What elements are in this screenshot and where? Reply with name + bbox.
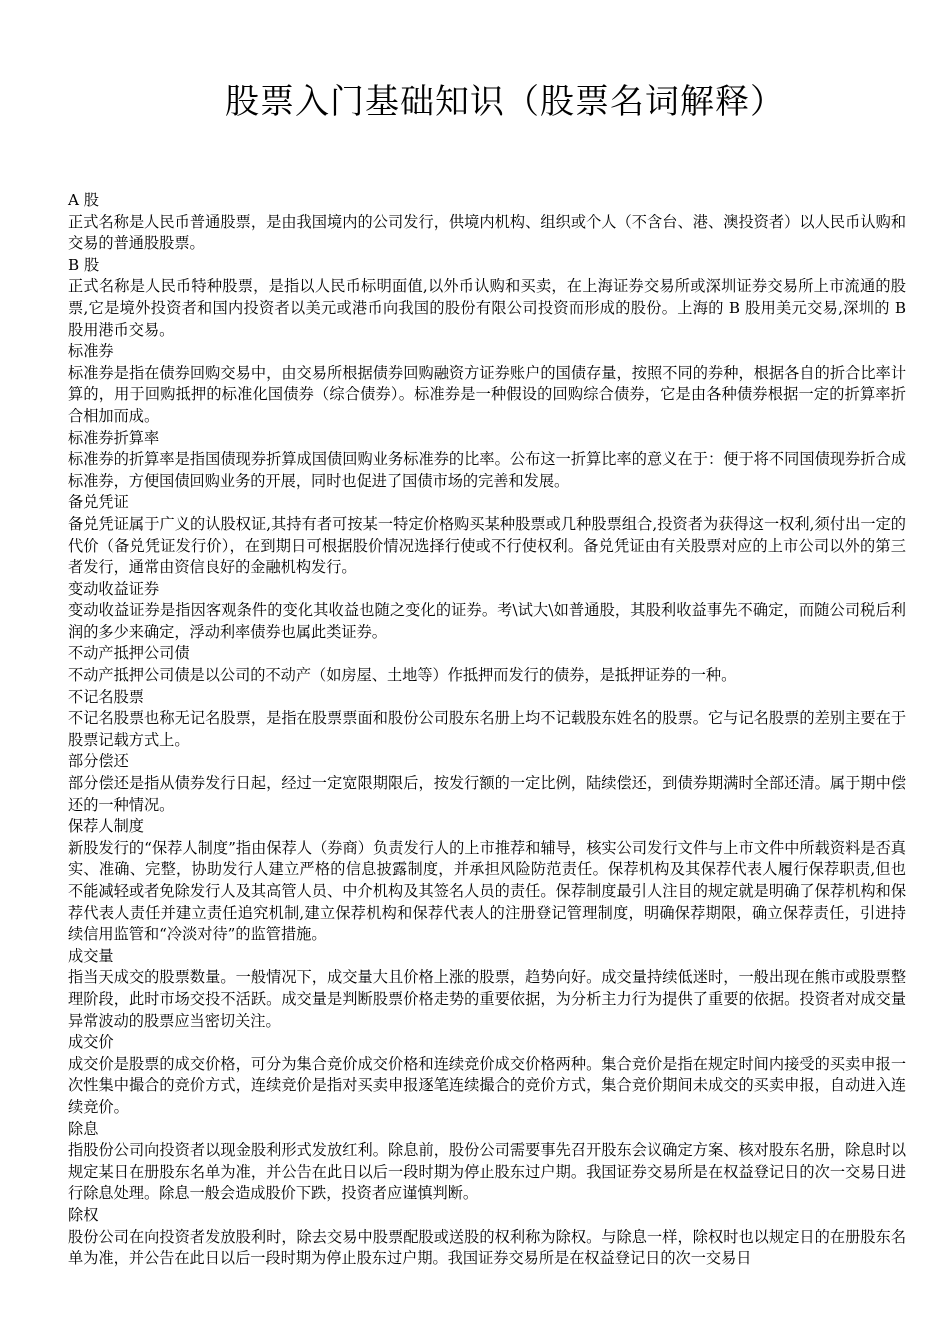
entry-definition: 标准券是指在债券回购交易中，由交易所根据债券回购融资方证券账户的国债存量，按照不同的券种，根据各自的折合比率计算的，用于回购抵押的标准化国债券（综合债券）。标准券是一种假设的回购综合债券，它是由各种债券根据一定的折算率折合相加而成。 xyxy=(68,363,906,425)
entry-definition: 标准券的折算率是指国债现券折算成国债回购业务标准券的比率。公布这一折算比率的意义在于：便于将不同国债现券折合成标准券，方便国债回购业务的开展，同时也促进了国债市场的完善和发展。 xyxy=(68,450,906,490)
entry-definition: 股份公司在向投资者发放股利时，除去交易中股票配股或送股的权利称为除权。与除息一样，除权时也以规定日的在册股东名单为准，并公告在此日以后一段时期为停止股东过户期。我国证券交易所是在权益登记日的次一交易日 xyxy=(68,1227,906,1268)
entry-definition: 不记名股票也称无记名股票，是指在股票票面和股份公司股东名册上均不记载股东姓名的股票。它与记名股票的差别主要在于股票记载方式上。 xyxy=(68,709,906,749)
glossary xyxy=(68,190,906,1270)
entry-term: 变动收益证券 xyxy=(68,579,160,598)
glossary-entry xyxy=(68,341,906,427)
page-title: 股票入门基础知识（股票名词解释） xyxy=(225,82,785,122)
glossary-entry xyxy=(68,579,906,644)
glossary-entry xyxy=(68,1205,906,1270)
entry-definition: 不动产抵押公司债是以公司的不动产（如房屋、土地等）作抵押而发行的债券，是抵押证券的一种。 xyxy=(68,666,737,685)
entry-definition: 指股份公司向投资者以现金股利形式发放红利。除息前，股份公司需要事先召开股东会议确定方案、核对股东名册，除息时以规定某日在册股东名单为准，并公告在此日以后一段时期为停止股东过户期。我国证券交易所是在权益登记日的次一交易日进行除息处理。除息一般会造成股价下跌，投资者应谨慎判断。 xyxy=(68,1141,906,1203)
entry-term: A 股 xyxy=(68,191,99,209)
glossary-entry xyxy=(68,751,906,816)
entry-definition: 备兑凭证属于广义的认股权证,其持有者可按某一特定价格购买某种股票或几种股票组合,投资者为获得这一权利,须付出一定的代价（备兑凭证发行价），在到期日可根据股价情况选择行使或不行使权利。备兑凭证由有关股票对应的上市公司以外的第三者发行，通常由资信良好的金融机构发行。 xyxy=(68,514,906,577)
glossary-entry xyxy=(68,428,906,493)
entry-term: 除权 xyxy=(68,1205,99,1224)
glossary-entry xyxy=(68,1032,906,1118)
glossary-entry xyxy=(68,643,906,686)
glossary-entry xyxy=(68,492,906,578)
glossary-entry xyxy=(68,1119,906,1205)
glossary-entry xyxy=(68,816,906,946)
entry-term: 部分偿还 xyxy=(68,752,129,771)
entry-definition: 新股发行的“保荐人制度”指由保荐人（券商）负责发行人的上市推荐和辅导，核实公司发行文件与上市文件中所载资料是否真实、准确、完整，协助发行人建立严格的信息披露制度，并承担风险防范责任。保荐机构及其保荐代表人履行保荐职责,但也不能减轻或者免除发行人及其高管人员、中介机构及其签名人员的责任。保荐制度最引人注目的规定就是明确了保荐机构和保荐代表人责任并建立责任追究机制,建立保荐机构和保荐代表人的注册登记管理制度，明确保荐期限，确立保荐责任，引进持续信用监管和“冷淡对待”的监管措施。 xyxy=(68,838,906,944)
entry-definition: 指当天成交的股票数量。一般情况下，成交量大且价格上涨的股票，趋势向好。成交量持续低迷时，一般出现在熊市或股票整理阶段，此时市场交投不活跃。成交量是判断股票价格走势的重要依据，为分析主力行为提供了重要的依据。投资者对成交量异常波动的股票应当密切关注。 xyxy=(68,968,906,1030)
entry-term: B 股 xyxy=(68,255,100,274)
entry-definition: 成交价是股票的成交价格，可分为集合竞价成交价格和连续竞价成交价格两种。集合竞价是指在规定时间内接受的买卖申报一次性集中撮合的竞价方式，连续竞价是指对买卖申报逐笔连续撮合的竞价方式，集合竞价期间未成交的买卖申报，自动进入连续竞价。 xyxy=(68,1054,906,1116)
entry-term: 标准券 xyxy=(68,342,114,361)
entry-term: 保荐人制度 xyxy=(68,817,144,836)
glossary-entry xyxy=(68,255,906,341)
glossary-entry xyxy=(68,190,906,255)
entry-term: 成交量 xyxy=(68,946,114,965)
entry-definition: 正式名称是人民币特种股票，是指以人民币标明面值,以外币认购和买卖，在上海证券交易所或深圳证券交易所上市流通的股票,它是境外投资者和国内投资者以美元或港币向我国的股份有限公司投资而形成的股份。上海的 B 股用美元交易,深圳的 B 股用港币交易。 xyxy=(68,277,906,339)
entry-term: 不动产抵押公司债 xyxy=(68,644,190,663)
entry-term: 成交价 xyxy=(68,1033,114,1052)
entry-term: 备兑凭证 xyxy=(68,493,129,512)
entry-definition: 部分偿还是指从债券发行日起，经过一定宽限期限后，按发行额的一定比例，陆续偿还，到债券期满时全部还清。属于期中偿还的一种情况。 xyxy=(68,774,906,814)
entry-term: 除息 xyxy=(68,1119,99,1138)
entry-definition: 变动收益证券是指因客观条件的变化其收益也随之变化的证券。考\试大\如普通股，其股利收益事先不确定，而随公司税后利润的多少来确定，浮动利率债券也属此类证券。 xyxy=(68,601,906,641)
entry-term: 不记名股票 xyxy=(68,687,144,706)
glossary-entry xyxy=(68,946,906,1032)
entry-term: 标准券折算率 xyxy=(68,428,160,447)
glossary-entry xyxy=(68,687,906,752)
entry-definition: 正式名称是人民币普通股票，是由我国境内的公司发行，供境内机构、组织或个人（不含台、港、澳投资者）以人民币认购和交易的普通股股票。 xyxy=(68,212,906,253)
